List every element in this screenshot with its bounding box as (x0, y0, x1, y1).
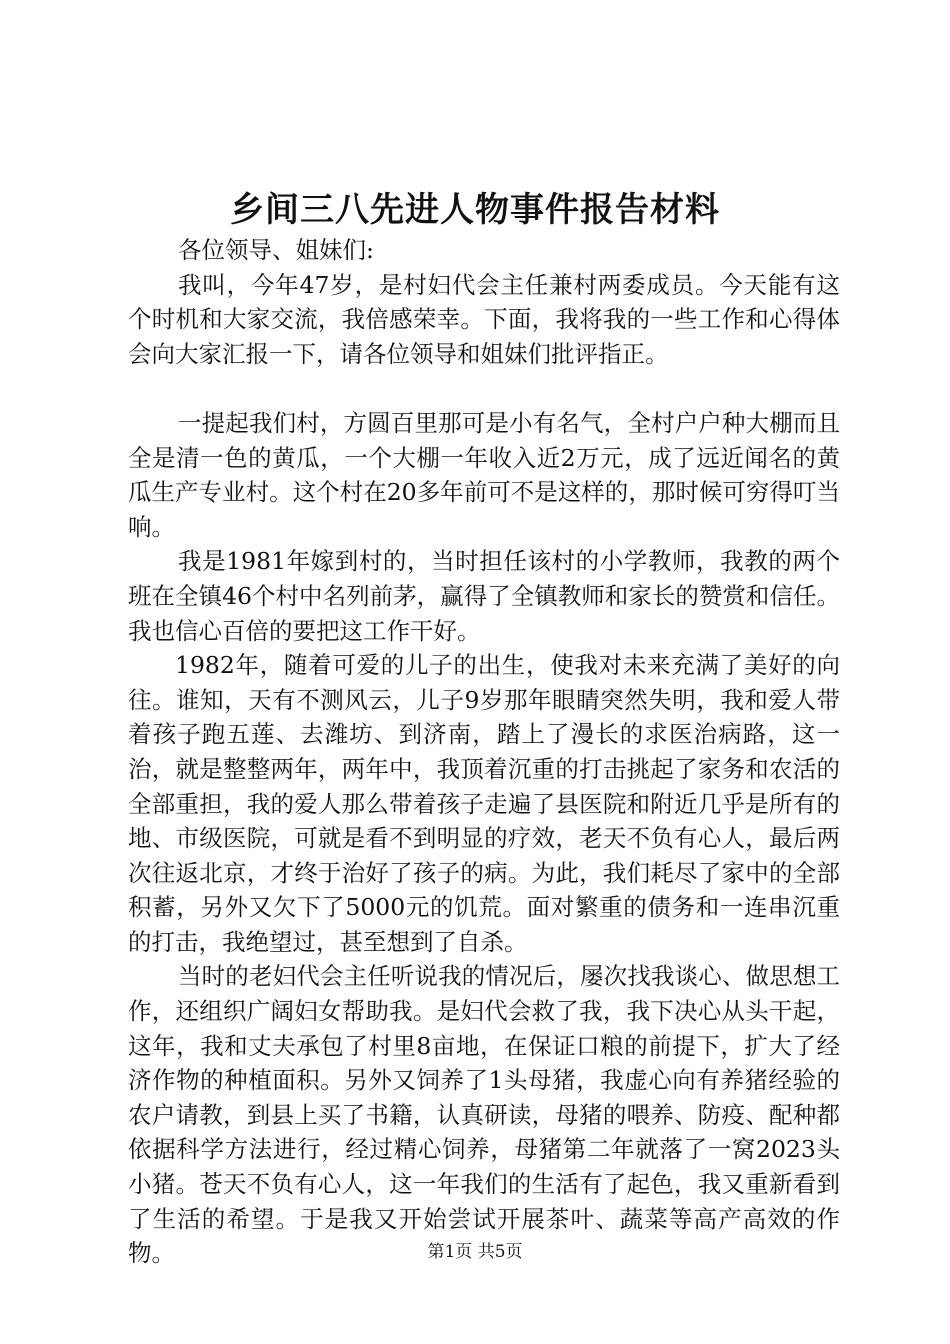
page-footer: 第1页 共5页 (427, 1242, 523, 1262)
teacher-paragraph: 我是1981年嫁到村的，当时担任该村的小学教师，我教的两个班在全镇46个村中名列前茅，赢得了全镇教师和家长的赞赏和信任。我也信心百倍的要把这工作干好。 (128, 547, 840, 645)
hardship-paragraph: 1982年，随着可爱的儿子的出生，使我对未来充满了美好的向往。谁知，天有不测风云，儿子9岁那年眼睛突然失明，我和爱人带着孩子跑五莲、去潍坊、到济南，踏上了漫长的求医治病路，这一治，就是整整两年，两年中，我顶着沉重的打击挑起了家务和农活的全部重担，我的爱人那么带着孩子走遍了县医院和附近几乎是所有的地、市级医院，可就是看不到明显的疗效，老天不负有心人，最后两次往返北京，才终于治好了孩子的病。为此，我们耗尽了家中的全部积蓄，另外又欠下了5000元的饥荒。面对繁重的债务和一连串沉重的打击，我绝望过，甚至想到了自杀。 (128, 651, 840, 956)
intro-paragraph: 我叫，今年47岁，是村妇代会主任兼村两委成员。今天能有这个时机和大家交流，我倍感荣幸。下面，我将我的一些工作和心得体会向大家汇报一下，请各位领导和姐妹们批评指正。 (128, 270, 840, 368)
document-title: 乡间三八先进人物事件报告材料 (230, 190, 720, 230)
document-body (128, 233, 840, 1271)
recovery-paragraph: 当时的老妇代会主任听说我的情况后，屡次找我谈心、做思想工作，还组织广阔妇女帮助我。是妇代会救了我，我下决心从头干起，这年，我和丈夫承包了村里8亩地，在保证口粮的前提下，扩大了经济作物的种植面积。另外又饲养了1头母猪，我虚心向有养猪经验的农户请教，到县上买了书籍，认真研读，母猪的喂养、防疫、配种都依据科学方法进行，经过精心饲养，母猪第二年就落了一窝2023头小猪。苍天不负有心人，这一年我们的生活有了起色，我又重新看到了生活的希望。于是我又开始尝试开展茶叶、蔬菜等高产高效的作物。 (128, 962, 840, 1268)
village-paragraph: 一提起我们村，方圆百里那可是小有名气，全村户户种大棚而且全是清一色的黄瓜，一个大棚一年收入近2万元，成了远近闻名的黄瓜生产专业村。这个村在20多年前可不是这样的，那时候可穷得叮当响。 (128, 408, 840, 541)
salutation-paragraph: 各位领导、姐妹们: (178, 236, 374, 264)
